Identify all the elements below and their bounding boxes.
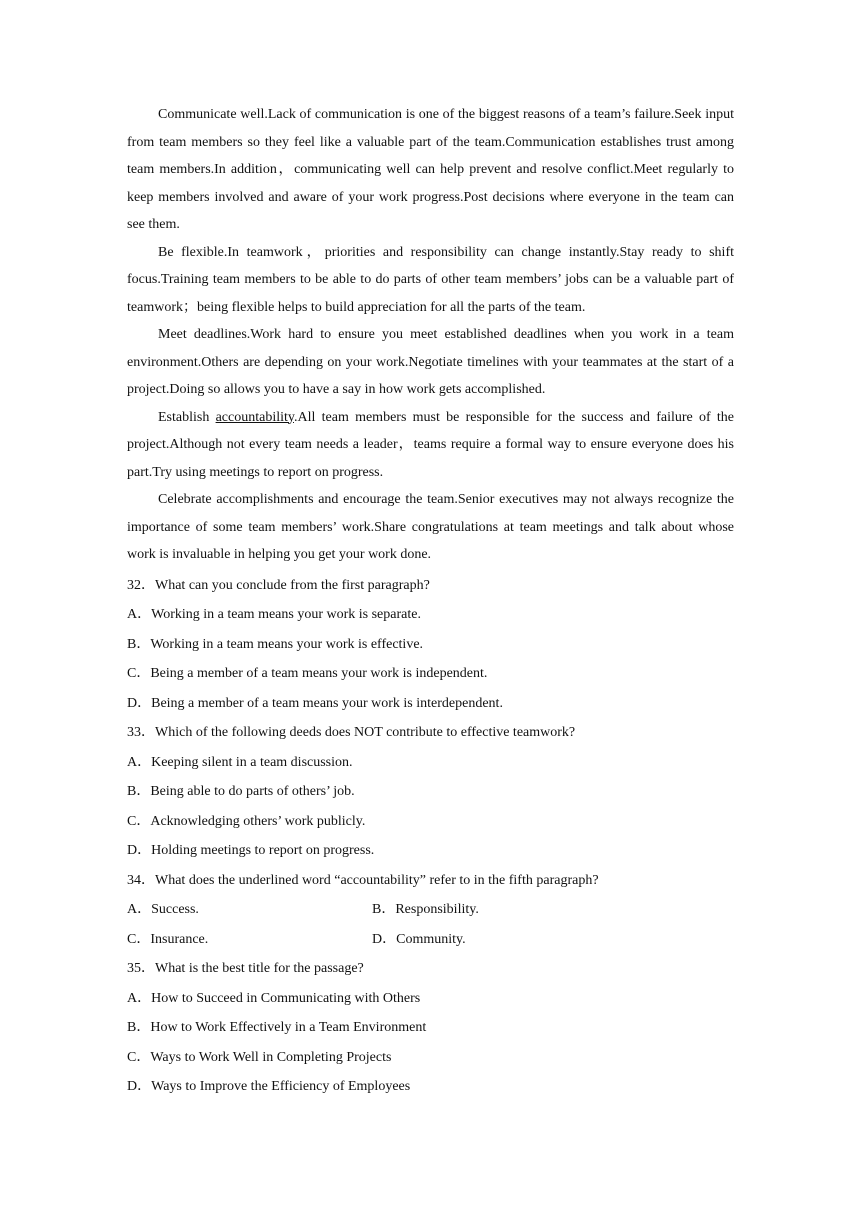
answer-option: D．Holding meetings to report on progress. bbox=[127, 843, 375, 858]
question-35 bbox=[127, 954, 734, 1102]
answer-option: C．Acknowledging others’ work publicly. bbox=[127, 813, 366, 829]
option-row bbox=[127, 895, 734, 925]
passage-paragraph bbox=[127, 404, 734, 487]
passage-paragraph: Celebrate accomplishments and encourage the team.Senior executives may not always recognize the importance of some team members’ work.Share congratulations at team meetings and talk about whose work is invaluable in helping you get your work done. bbox=[127, 492, 734, 562]
question-33 bbox=[127, 718, 734, 866]
answer-option: C．Ways to Work Well in Completing Projects bbox=[127, 1049, 392, 1065]
question-stem: 33．Which of the following deeds does NOT contribute to effective teamwork? bbox=[127, 725, 576, 740]
document-page bbox=[127, 101, 734, 1102]
passage-paragraph: Be flexible.In teamwork，priorities and responsibility can change instantly.Stay ready to shift focus.Training team members to be able to do parts of other team members’ jobs can be a valuable part of teamwork；being flexible helps to build appreciation for all the parts of the team. bbox=[127, 244, 734, 315]
underlined-word: accountability bbox=[215, 409, 294, 425]
question-list bbox=[127, 571, 734, 1102]
paragraph-text: Establish bbox=[158, 409, 216, 425]
answer-option: C．Insurance. bbox=[127, 931, 209, 947]
answer-option: A．Keeping silent in a team discussion. bbox=[127, 754, 353, 770]
answer-option: B．Working in a team means your work is effective. bbox=[127, 636, 424, 652]
answer-option: C．Being a member of a team means your work is independent. bbox=[127, 666, 488, 681]
question-stem: 32．What can you conclude from the first paragraph? bbox=[127, 577, 430, 593]
answer-option: A．How to Succeed in Communicating with Others bbox=[127, 990, 421, 1006]
question-stem: 35．What is the best title for the passage? bbox=[127, 961, 364, 976]
answer-option: B．Responsibility. bbox=[372, 902, 479, 917]
option-row bbox=[127, 925, 734, 955]
answer-option: A．Working in a team means your work is separate. bbox=[127, 607, 421, 622]
question-34 bbox=[127, 866, 734, 955]
answer-option: D．Being a member of a team means your work is interdependent. bbox=[127, 695, 503, 711]
passage-paragraph: Communicate well.Lack of communication is one of the biggest reasons of a team’s failure.Seek input from team members so they feel like a valuable part of the team.Communication establishes trust among team members.In addition，communicating well can help prevent and resolve conflict.Meet regularly to keep members involved and aware of your work progress.Post decisions where everyone in the team can see them. bbox=[127, 107, 734, 232]
question-stem: 34．What does the underlined word “accountability” refer to in the fifth paragraph? bbox=[127, 872, 599, 888]
answer-option: A．Success. bbox=[127, 902, 199, 917]
answer-option: B．How to Work Effectively in a Team Environment bbox=[127, 1020, 427, 1035]
question-32 bbox=[127, 571, 734, 719]
answer-option: D．Ways to Improve the Efficiency of Employees bbox=[127, 1079, 411, 1094]
reading-passage bbox=[127, 101, 734, 569]
paragraph-text: .All team members must be responsible for the success and failure of the project.Although not every team needs a leader，teams require a formal way to ensure everyone does his part.Try using meetings to report on progress. bbox=[127, 409, 734, 480]
passage-paragraph: Meet deadlines.Work hard to ensure you meet established deadlines when you work in a team environment.Others are depending on your work.Negotiate timelines with your teammates at the start of a project.Doing so allows you to have a say in how work gets accomplished. bbox=[127, 327, 734, 397]
answer-option: D．Community. bbox=[372, 931, 466, 947]
answer-option: B．Being able to do parts of others’ job. bbox=[127, 784, 355, 799]
